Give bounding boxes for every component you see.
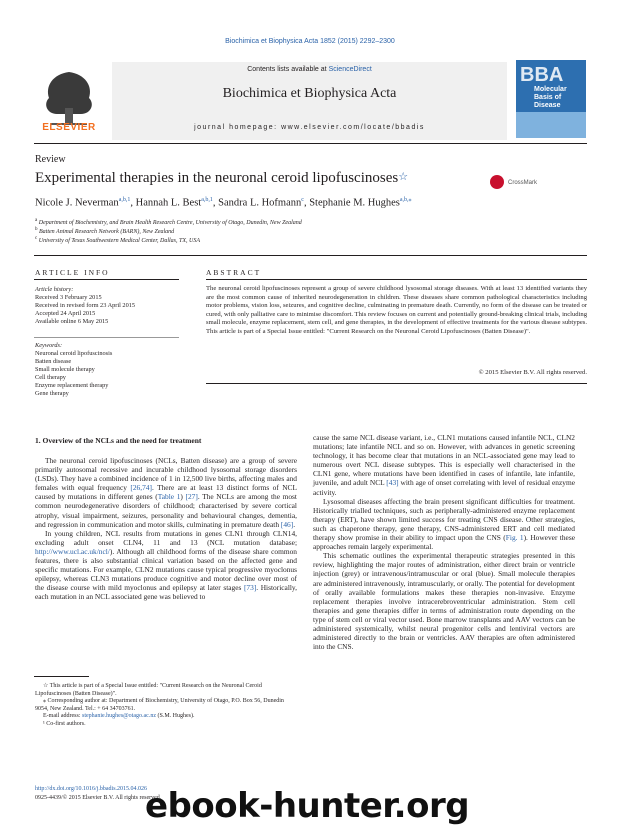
abstract-text: The neuronal ceroid lipofuscinoses represent a group of severe childhood lysosomal storage diseases. With at least 13 identified variants they are the most common cause of inherited neurodegeneration in children. These diseases share common pathological characteristics including motor problems, vision loss, seizures, and cognitive decline, culminating in premature death. Currently, no form of the disease can be treated or cured, with only palliative care to minimise discomfort. This review focuses on current and potentially ground-breaking clinical trials, including small molecule, enzyme replacement, stem cell, and gene therapies, in the development of effective treatments for the various disease subtypes. This article is part of a Special Issue entitled: "Current Research on the Neuronal Ceroid Lipofuscinoses (Batten Disease)". xyxy=(206,285,587,335)
journal-cover xyxy=(516,60,586,138)
watermark: ebook-hunter.org xyxy=(145,786,470,826)
reference-link[interactable]: [27] xyxy=(185,492,198,502)
article-title xyxy=(35,170,408,187)
crossmark-icon[interactable] xyxy=(490,175,504,189)
cover-band xyxy=(516,112,586,138)
reference-link[interactable]: [26,74] xyxy=(130,483,152,493)
body-paragraph xyxy=(313,433,575,497)
reference-link[interactable]: [73] xyxy=(243,583,257,593)
history-item: Received 3 February 2015 xyxy=(35,294,102,301)
body-text: E-mail address: xyxy=(43,713,82,720)
right-column-body xyxy=(313,433,575,651)
body-paragraph xyxy=(313,551,575,651)
history-item: Available online 6 May 2015 xyxy=(35,318,109,325)
body-text: with age of onset correlating with level of residual enzyme activity. xyxy=(313,478,575,497)
footnote xyxy=(35,698,297,713)
left-column-body xyxy=(35,456,297,602)
author-affiliation-mark[interactable]: c xyxy=(301,197,304,203)
history-item: Received in revised form 23 April 2015 xyxy=(35,302,136,309)
body-text: The neuronal ceroid lipofuscinoses (NCLs, Batten disease) are a group of severe primarily autosomal recessive and incurable childhood lysosomal storage disorders (LSDs). They have a combined incidence of 1 in 12,500 live births, affecting males and females with equal frequency xyxy=(35,456,297,493)
author-affiliation-mark[interactable]: a,b,1 xyxy=(118,197,131,203)
keywords-rule xyxy=(34,337,179,338)
reference-link[interactable]: [46] xyxy=(280,519,294,529)
keyword: Cell therapy xyxy=(35,374,66,381)
body-paragraph xyxy=(35,529,297,602)
keyword: Gene therapy xyxy=(35,390,69,397)
history-item: Accepted 24 April 2015 xyxy=(35,310,96,317)
abstract-bottom-rule xyxy=(206,383,587,384)
body-text: . There are at least 13 distinct forms of NCL caused by mutations in different genes ( xyxy=(35,483,297,502)
body-text: ). Although all childhood forms of the disease share common features, there is also substantial clinical variation based on the affected gene and specific mutations. For example, CLN2 mutations cause typical progressive myoclonus epilepsy, whereas CLN3 mutations produce cognitive and motor decline over most of the disease course with mild myoclonus and epilepsy at later stages xyxy=(35,546,297,593)
doi-link[interactable]: http://dx.doi.org/10.1016/j.bbadis.2015.04.026 xyxy=(35,786,148,792)
keyword: Neuronal ceroid lipofuscinosis xyxy=(35,350,113,357)
author-name[interactable]: Hannah L. Best xyxy=(135,197,202,209)
keyword: Batten disease xyxy=(35,358,72,365)
reference-link[interactable]: http://www.ucl.ac.uk/ncl/ xyxy=(35,546,110,556)
footnote xyxy=(35,683,297,698)
body-text: (S.M. Hughes). xyxy=(156,713,195,720)
article-type: Review xyxy=(35,154,66,165)
journal-homepage xyxy=(112,124,507,131)
body-text: ¹ Co-first authors. xyxy=(43,720,86,727)
author-separator: , xyxy=(130,197,136,209)
footnote-rule xyxy=(34,676,89,677)
cover-subtitle: Molecular Basis of Disease xyxy=(534,86,567,109)
footnote xyxy=(35,721,297,729)
author-name[interactable]: Sandra L. Hofmann xyxy=(218,197,302,209)
article-info-heading: ARTICLE INFO xyxy=(35,268,110,277)
article-info-rule xyxy=(34,279,179,280)
keyword: Small molecule therapy xyxy=(35,366,95,373)
sciencedirect-link[interactable]: ScienceDirect xyxy=(328,66,372,73)
title-text: Experimental therapies in the neuronal ceroid lipofuscinoses xyxy=(35,170,399,186)
title-footnote-mark[interactable]: ☆ xyxy=(398,171,409,183)
body-text: Lysosomal diseases affecting the brain present significant difficulties for treatment. Historically trialled techniques, such as peripherally-administered enzyme replacement therapy (ERT), have shown limited success for treating CNS disease. Other strategies, such as chaperone therapy, gene therapy, CNS-administered ERT and cell mediated therapy show promise in their ability to impact upon the CNS ( xyxy=(313,496,575,543)
body-text: ⁎ Corresponding author at: Department of Biochemistry, University of Otago, P.O. Box 56, Dunedin 9054, New Zealand. Tel.: + 64 34703761. xyxy=(35,698,284,712)
reference-link[interactable]: Table 1 xyxy=(157,492,181,502)
author-name[interactable]: Stephanie M. Hughes xyxy=(309,197,400,209)
author-list xyxy=(35,196,412,209)
affiliation-b: $^b$ Batten Animal Research Network (BARN), New Zealand xyxy=(35,227,175,235)
elsevier-wordmark: ELSEVIER xyxy=(42,122,96,133)
footnotes xyxy=(35,683,297,729)
author-affiliation-mark[interactable]: a,b,⁎ xyxy=(399,197,412,203)
abstract-heading: ABSTRACT xyxy=(206,268,262,277)
body-text: . Historically, each mutation in an NCL associated gene was believed to xyxy=(35,583,297,602)
author-separator: , xyxy=(212,197,219,209)
affiliations-divider xyxy=(34,255,587,256)
body-text: ). However these approaches remain largely experimental. xyxy=(313,533,575,552)
footnote xyxy=(35,713,297,721)
affiliation-a: $^a$ Department of Biochemistry, and Brain Health Research Centre, University of Otago, Dunedin, New Zealand xyxy=(35,218,302,226)
cover-logo: BBA xyxy=(520,64,564,86)
abstract-copyright: © 2015 Elsevier B.V. All rights reserved. xyxy=(478,369,587,376)
homepage-prefix: journal homepage: xyxy=(194,124,278,131)
keywords xyxy=(35,342,185,398)
contents-prefix: Contents lists available at xyxy=(247,66,327,73)
body-text: . The NCLs are among the most common neurodegenerative disorders of childhood; characterised by severe cortical atrophy, visual impairment, seizures, personality and behavioural changes, dementia, and regression in communication and motor skills, culminating in premature death xyxy=(35,492,297,529)
crossmark-label[interactable]: CrossMark xyxy=(508,180,538,186)
body-text: ) xyxy=(180,492,186,502)
header-divider xyxy=(34,143,587,144)
reference-link[interactable]: stephanie.hughes@otago.ac.nz xyxy=(82,713,157,720)
journal-citation[interactable]: Biochimica et Biophysica Acta 1852 (2015) 2292–2300 xyxy=(225,38,395,45)
author-separator: , xyxy=(303,197,310,209)
reference-link[interactable]: [43] xyxy=(386,478,399,488)
homepage-link[interactable]: www.elsevier.com/locate/bbadis xyxy=(281,124,425,131)
keyword: Enzyme replacement therapy xyxy=(35,382,109,389)
author-affiliation-mark[interactable]: a,b,1 xyxy=(201,197,213,203)
body-paragraph xyxy=(35,456,297,529)
body-text: cause the same NCL disease variant, i.e., CLN1 mutations caused infantile NCL, CLN2 mutations; late infantile NCL and so on. However, with advances in genetic screening technology, it has become clear that mutations in an NCL-associated gene may lead to numerous overt NCL disease subtypes. This is especially well characterised in the CLN1 gene, where mutations have been identified in cases of infantile, late infantile, juvenile, and adult NCL xyxy=(313,433,575,488)
abstract-rule xyxy=(206,279,587,280)
body-text: This schematic outlines the experimental therapeutic strategies presented in this review, highlighting the major routes of administration, either direct brain or ventricle injection (grey) or intravenous/intramuscular or oral (blue). Small molecule therapies are administered intravenously, intramuscularly, or orally. The potential for development of orally available formulations makes these therapies non-invasive. Enzyme replacement therapies involve intracerebroventricular administration. Stem cell therapies and gene therapies differ in terms of administration route depending on the type of stem cell or viral vector used. Bone marrow transplants and AAV vectors can be administered systemically, whilst neural progenitor cells and lentiviral vectors are administered directly to the brain or ventricles. AAV therapies are often administered into the CNS. xyxy=(313,551,575,652)
article-history xyxy=(35,286,185,326)
affiliation-c: $^c$ University of Texas Southwestern Medical Center, Dallas, TX, USA xyxy=(35,236,200,244)
body-paragraph xyxy=(313,497,575,552)
section-heading: 1. Overview of the NCLs and the need for treatment xyxy=(35,436,202,445)
body-text: ☆ This article is part of a Special Issue entitled: "Current Research on the Neuronal Ceroid Lipofuscinoses (Batten Disease)". xyxy=(35,683,262,697)
reference-link[interactable]: Fig. 1 xyxy=(505,533,524,543)
body-text: In young children, NCL results from mutations in genes CLN1 through CLN14, excluding adult onset CLN4, 11 and 13 (NCL mutation database; xyxy=(35,528,297,547)
body-text: . xyxy=(293,519,296,529)
issn-line: 0925-4439/© 2015 Elsevier B.V. All rights reserved. xyxy=(35,795,162,801)
history-label: Article history: xyxy=(35,286,74,293)
journal-name: Biochimica et Biophysica Acta xyxy=(222,86,397,101)
contents-line xyxy=(112,66,507,73)
author-name[interactable]: Nicole J. Neverman xyxy=(35,197,119,209)
keywords-label: Keywords: xyxy=(35,342,63,349)
